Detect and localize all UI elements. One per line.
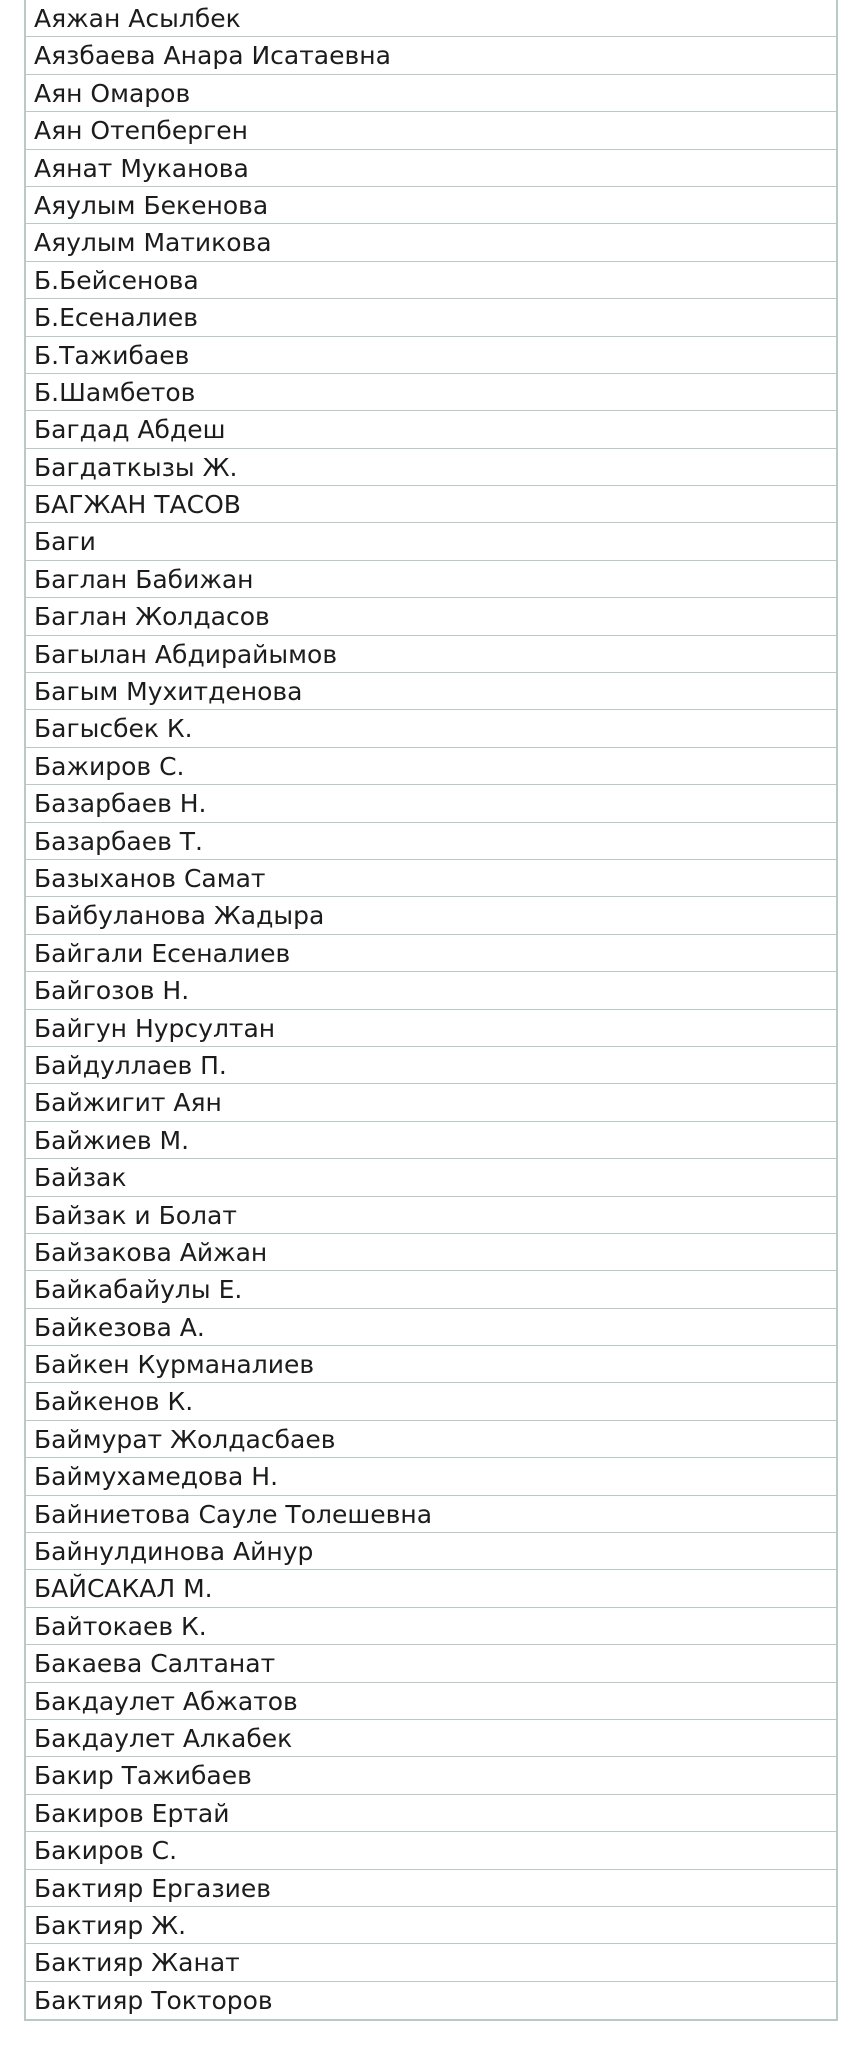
- table-row: Байгун Нурсултан: [26, 1010, 836, 1047]
- table-row: Аян Омаров: [26, 75, 836, 112]
- table-row: Байгозов Н.: [26, 972, 836, 1009]
- table-row: Б.Есеналиев: [26, 299, 836, 336]
- table-row: Байдуллаев П.: [26, 1047, 836, 1084]
- table-row: Байкен Курманалиев: [26, 1346, 836, 1383]
- table-row: Базарбаев Т.: [26, 823, 836, 860]
- table-row: Бакдаулет Абжатов: [26, 1683, 836, 1720]
- table-row: Байгали Есеналиев: [26, 935, 836, 972]
- table-row: Аяулым Матикова: [26, 224, 836, 261]
- table-row: Байнулдинова Айнур: [26, 1533, 836, 1570]
- table-row: Баги: [26, 523, 836, 560]
- table-row: Байзак и Болат: [26, 1197, 836, 1234]
- table-row: Бактияр Жанат: [26, 1944, 836, 1981]
- table-row: Багдаткызы Ж.: [26, 449, 836, 486]
- table-row: Аянат Муканова: [26, 150, 836, 187]
- table-row: Байзакова Айжан: [26, 1234, 836, 1271]
- table-row: Баймухамедова Н.: [26, 1458, 836, 1495]
- table-row: Бактияр Токторов: [34, 1985, 273, 2015]
- table-row: Баглан Жолдасов: [26, 598, 836, 635]
- table-row: Бакдаулет Алкабек: [26, 1720, 836, 1757]
- table-row: Баглан Бабижан: [26, 561, 836, 598]
- table-row: Аян Отепберген: [26, 112, 836, 149]
- names-table: [24, 0, 838, 2021]
- table-row: Байкабайулы Е.: [26, 1271, 836, 1308]
- table-row: Багылан Абдирайымов: [26, 636, 836, 673]
- table-row: Багысбек К.: [26, 710, 836, 747]
- table-row: Аяулым Бекенова: [26, 187, 836, 224]
- table-row: Б.Бейсенова: [26, 262, 836, 299]
- table-row: Бакир Тажибаев: [26, 1757, 836, 1794]
- table-row: БАГЖАН ТАСОВ: [26, 486, 836, 523]
- table-row: Бакаева Салтанат: [26, 1645, 836, 1682]
- table-row: Аязбаева Анара Исатаевна: [26, 37, 836, 74]
- table-row: БАЙСАКАЛ М.: [26, 1570, 836, 1607]
- table-row: Бакиров Ертай: [26, 1795, 836, 1832]
- table-row: Б.Тажибаев: [26, 337, 836, 374]
- table-row: Байзак: [26, 1159, 836, 1196]
- table-row: Базарбаев Н.: [26, 785, 836, 822]
- table-row: Байтокаев К.: [26, 1608, 836, 1645]
- table-row: Аяжан Асылбек: [26, 0, 836, 37]
- table-row: Баймурат Жолдасбаев: [26, 1421, 836, 1458]
- table-row: Бактияр Ергазиев: [26, 1870, 836, 1907]
- table-row: Байниетова Сауле Толешевна: [26, 1496, 836, 1533]
- table-row: Бакиров С.: [26, 1832, 836, 1869]
- table-row: Байжигит Аян: [26, 1084, 836, 1121]
- table-row: Б.Шамбетов: [26, 374, 836, 411]
- table-row: Багдад Абдеш: [26, 411, 836, 448]
- table-row: Байбуланова Жадыра: [26, 897, 836, 934]
- table-row: Бажиров С.: [26, 748, 836, 785]
- table-row: Бактияр Ж.: [26, 1907, 836, 1944]
- table-row: Байкенов К.: [26, 1383, 836, 1420]
- table-row: Байжиев М.: [26, 1122, 836, 1159]
- table-row: Базыханов Самат: [26, 860, 836, 897]
- table-row: Байкезова А.: [26, 1309, 836, 1346]
- table-row: Багым Мухитденова: [26, 673, 836, 710]
